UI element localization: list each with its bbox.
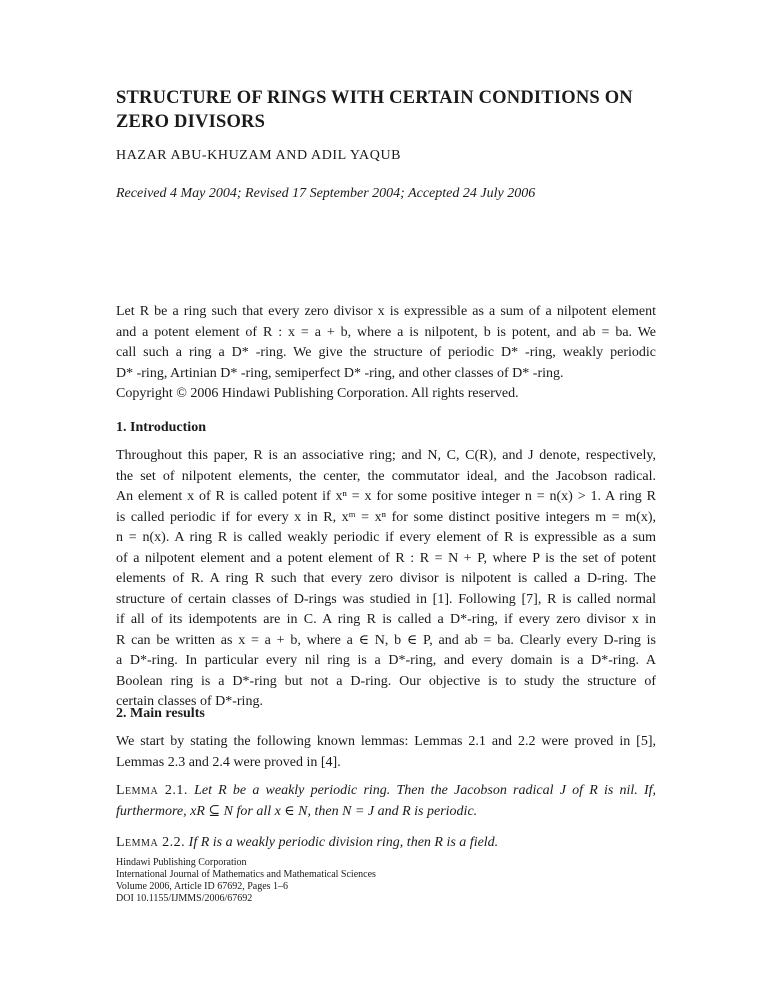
title-line: STRUCTURE OF RINGS WITH CERTAIN CONDITIONS ON bbox=[116, 88, 633, 108]
footer-publisher: Hindawi Publishing Corporation bbox=[116, 857, 247, 868]
footer-doi: DOI 10.1155/IJMMS/2006/67692 bbox=[116, 893, 253, 904]
paragraph-line: a D*-ring. In particular every nil ring is a D*-ring, and every domain is a D*-ring. A bbox=[116, 653, 656, 668]
abstract bbox=[116, 302, 656, 384]
abstract-line: Let R be a ring such that every zero divisor x is expressible as a sum of a nilpotent element bbox=[116, 304, 656, 319]
paragraph-line: An element x of R is called potent if xⁿ = x for some positive integer n = n(x) > 1. A ring R bbox=[116, 489, 656, 504]
lemma-2-1 bbox=[116, 781, 656, 822]
abstract-line: and a potent element of R : x = a + b, where a is nilpotent, b is potent, and ab = ba. We bbox=[116, 324, 656, 340]
paragraph-line: certain classes of D*-ring. bbox=[116, 694, 263, 709]
lemma-label: Lemma 2.1. bbox=[116, 783, 188, 798]
lemma-text: If R is a weakly periodic division ring, then R is a field. bbox=[188, 835, 499, 850]
paragraph-line: Throughout this paper, R is an associative ring; and N, C, C(R), and J denote, respectively, bbox=[116, 448, 656, 463]
paragraph-line: R can be written as x = a + b, where a ∈ N, b ∈ P, and ab = ba. Clearly every D-ring is bbox=[116, 632, 656, 648]
title-line: ZERO DIVISORS bbox=[116, 112, 266, 132]
section-heading-introduction: 1. Introduction bbox=[116, 420, 206, 435]
footer-volume: Volume 2006, Article ID 67692, Pages 1–6 bbox=[116, 881, 289, 892]
abstract-line: call such a ring a D* -ring. We give the structure of periodic D* -ring, weakly periodic bbox=[116, 345, 656, 360]
lemma-line bbox=[116, 781, 656, 802]
section-heading-main-results: 2. Main results bbox=[116, 706, 205, 721]
paragraph-line: structure of certain classes of D-rings was studied in [1]. Following [7], R is called normal bbox=[116, 591, 656, 607]
lemma-line: furthermore, xR ⊆ N for all x ∈ N, then N = J and R is periodic. bbox=[116, 803, 478, 819]
abstract-line: D* -ring, Artinian D* -ring, semiperfect D* -ring, and other classes of D* -ring. bbox=[116, 365, 564, 381]
paragraph-line: of a nilpotent element and a potent element of R : R = N + P, where P is the set of potent bbox=[116, 550, 656, 566]
lemma-2-2 bbox=[116, 833, 656, 854]
paragraph-line: elements of R. A ring R such that every zero divisor is nilpotent is called a D-ring. The bbox=[116, 571, 656, 586]
authors: HAZAR ABU-KHUZAM AND ADIL YAQUB bbox=[116, 148, 402, 163]
footer-journal: International Journal of Mathematics and Mathematical Sciences bbox=[116, 869, 376, 880]
main-results-paragraph bbox=[116, 732, 656, 773]
introduction-paragraph bbox=[116, 446, 656, 713]
received-dates: Received 4 May 2004; Revised 17 September 2004; Accepted 24 July 2006 bbox=[116, 186, 536, 201]
lemma-text: Let R be a weakly periodic ring. Then the Jacobson radical J of R is nil. If, bbox=[194, 783, 657, 798]
paragraph-line: Boolean ring is a D*-ring but not a D-ring. Our objective is to study the structure of bbox=[116, 673, 656, 689]
publication-footer bbox=[116, 857, 376, 905]
paragraph-line: Lemmas 2.3 and 2.4 were proved in [4]. bbox=[116, 754, 341, 770]
lemma-label: Lemma 2.2. bbox=[116, 835, 186, 850]
paragraph-line: We start by stating the following known lemmas: Lemmas 2.1 and 2.2 were proved in [5], bbox=[116, 734, 656, 749]
paragraph-line: is called periodic if for every x in R, xᵐ = xⁿ for some distinct positive integers m = m(x), bbox=[116, 509, 656, 525]
paragraph-line: if all of its idempotents are in C. A ring R is called a D*-ring, if every zero divisor x in bbox=[116, 612, 656, 627]
paper-title bbox=[116, 86, 656, 134]
copyright-notice: Copyright © 2006 Hindawi Publishing Corporation. All rights reserved. bbox=[116, 386, 519, 401]
paragraph-line: n = n(x). A ring R is called weakly periodic if every element of R is expressible as a sum bbox=[116, 530, 656, 545]
paragraph-line: the set of nilpotent elements, the center, the commutator ideal, and the Jacobson radical. bbox=[116, 468, 656, 484]
